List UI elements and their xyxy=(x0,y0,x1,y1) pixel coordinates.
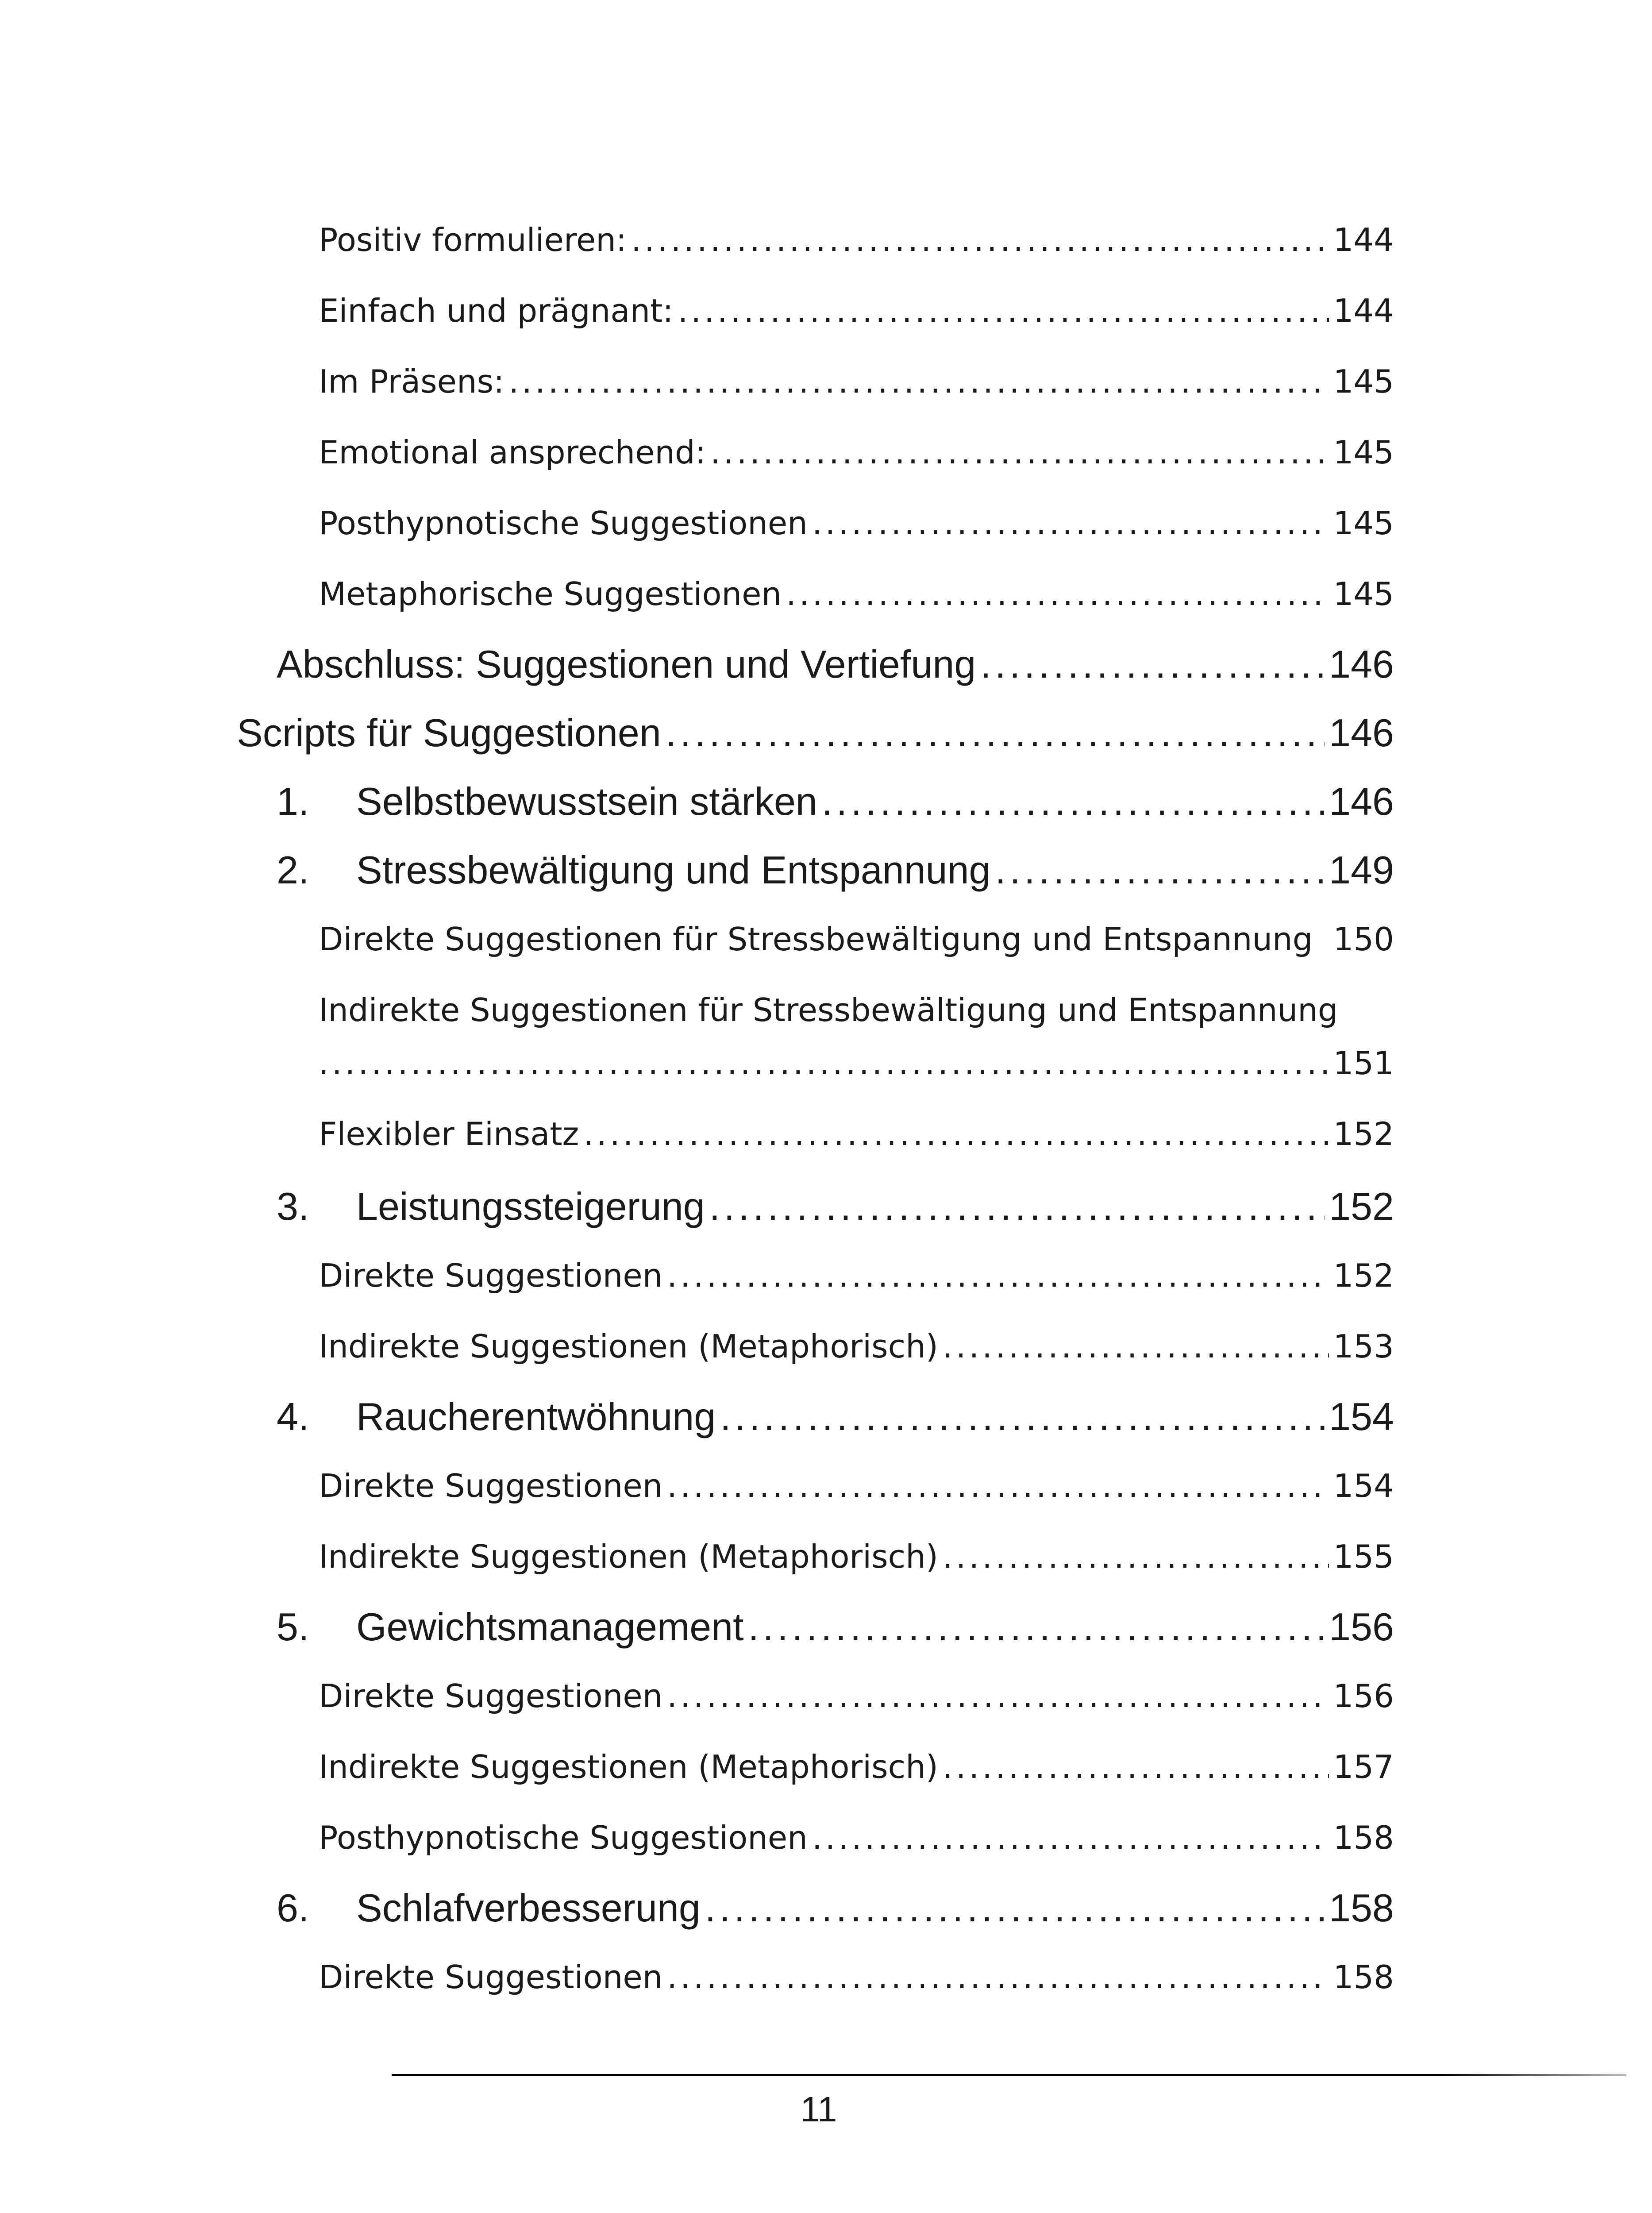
toc-entry-title: Direkte Suggestionen xyxy=(319,1467,663,1504)
toc-entry[interactable] xyxy=(319,1538,1394,1575)
footer-divider xyxy=(392,2074,1626,2076)
toc-entry-number: 6. xyxy=(277,1886,309,1930)
dot-leader xyxy=(943,1328,1329,1365)
toc-entry-title: Indirekte Suggestionen (Metaphorisch) xyxy=(319,1748,938,1785)
toc-entry-page: 145 xyxy=(1333,575,1394,613)
dot-leader xyxy=(995,848,1325,893)
toc-entry-title: Posthypnotische Suggestionen xyxy=(319,1819,808,1856)
toc-entry-page: 151 xyxy=(1333,1045,1394,1082)
dot-leader xyxy=(705,1885,1325,1931)
toc-entry-title: Stressbewältigung und Entspannung xyxy=(356,848,991,892)
dot-leader xyxy=(812,505,1329,542)
toc-entry[interactable] xyxy=(319,221,1394,258)
toc-entry-page: 152 xyxy=(1333,1115,1394,1153)
toc-entry-continuation[interactable] xyxy=(319,1045,1394,1082)
dot-leader xyxy=(667,1257,1329,1294)
toc-entry-page: 153 xyxy=(1333,1328,1394,1365)
toc-entry-page: 158 xyxy=(1333,1819,1394,1856)
toc-entry-page: 158 xyxy=(1333,1959,1394,1996)
dot-leader xyxy=(666,710,1325,756)
toc-entry-title: Indirekte Suggestionen (Metaphorisch) xyxy=(319,1538,938,1575)
dot-leader xyxy=(943,1748,1329,1785)
dot-leader xyxy=(667,1677,1329,1715)
toc-entry-title[interactable]: Indirekte Suggestionen für Stressbewältigung und Entspannung xyxy=(319,991,1338,1029)
toc-chapter-entry[interactable] xyxy=(237,710,1394,756)
toc-entry-page: 155 xyxy=(1333,1538,1394,1575)
toc-entry-page: 156 xyxy=(1333,1677,1394,1715)
dot-leader xyxy=(678,292,1329,329)
toc-entry-title: Posthypnotische Suggestionen xyxy=(319,505,808,542)
dot-leader xyxy=(720,1394,1325,1439)
toc-entry-title: Raucherentwöhnung xyxy=(356,1395,716,1438)
dot-leader xyxy=(822,779,1325,824)
toc-entry-page: 146 xyxy=(1329,711,1394,755)
toc-entry[interactable] xyxy=(319,1959,1394,1996)
toc-entry[interactable] xyxy=(277,779,1394,824)
toc-entry[interactable] xyxy=(319,1257,1394,1294)
toc-entry[interactable] xyxy=(277,1604,1394,1650)
dot-leader xyxy=(980,642,1325,687)
toc-entry-title: Abschluss: Suggestionen und Vertiefung xyxy=(277,642,976,686)
toc-entry[interactable] xyxy=(277,1885,1394,1931)
toc-entry-page: 149 xyxy=(1329,848,1394,892)
toc-entry[interactable] xyxy=(319,921,1394,958)
toc-entry[interactable] xyxy=(319,575,1394,613)
toc-entry[interactable] xyxy=(319,1819,1394,1856)
toc-entry[interactable] xyxy=(319,1115,1394,1153)
toc-entry[interactable] xyxy=(319,1677,1394,1715)
dot-leader xyxy=(667,1959,1329,1996)
toc-entry-page: 144 xyxy=(1333,221,1394,258)
toc-entry-title: Direkte Suggestionen xyxy=(319,1257,663,1294)
toc-entry-page: 154 xyxy=(1329,1395,1394,1438)
toc-entry-page: 145 xyxy=(1333,363,1394,400)
toc-entry-page: 146 xyxy=(1329,642,1394,686)
toc-entry-title: Im Präsens: xyxy=(319,363,504,400)
toc-entry-title: Gewichtsmanagement xyxy=(356,1605,744,1649)
toc-entry-title: Scripts für Suggestionen xyxy=(237,711,661,755)
toc-entry-title: Schlafverbesserung xyxy=(356,1886,701,1930)
toc-entry-title: Indirekte Suggestionen (Metaphorisch) xyxy=(319,1328,938,1365)
toc-entry-number: 4. xyxy=(277,1395,309,1438)
toc-entry-number: 1. xyxy=(277,779,309,823)
dot-leader xyxy=(631,221,1329,258)
toc-entry-page: 158 xyxy=(1329,1886,1394,1930)
toc-entry[interactable] xyxy=(277,848,1394,893)
dot-leader xyxy=(786,575,1329,613)
toc-entry-number: 2. xyxy=(277,848,309,892)
dot-leader xyxy=(667,1467,1329,1504)
toc-entry-page: 156 xyxy=(1329,1605,1394,1649)
toc-entry-title: Positiv formulieren: xyxy=(319,221,627,258)
toc-entry[interactable] xyxy=(319,505,1394,542)
toc-entry-page: 154 xyxy=(1333,1467,1394,1504)
toc-entry[interactable] xyxy=(319,363,1394,400)
toc-entry[interactable] xyxy=(319,434,1394,471)
dot-leader xyxy=(812,1819,1329,1856)
dot-leader xyxy=(508,363,1329,400)
toc-entry[interactable] xyxy=(319,292,1394,329)
toc-entry[interactable] xyxy=(277,1394,1394,1439)
dot-leader xyxy=(710,434,1329,471)
toc-entry-page: 157 xyxy=(1333,1748,1394,1785)
toc-entry[interactable] xyxy=(277,1184,1394,1229)
toc-entry[interactable] xyxy=(319,1328,1394,1365)
dot-leader xyxy=(748,1604,1325,1650)
dot-leader xyxy=(1321,921,1324,958)
toc-entry-title: Emotional ansprechend: xyxy=(319,434,706,471)
toc-entry-page: 144 xyxy=(1333,292,1394,329)
toc-entry-title: Direkte Suggestionen xyxy=(319,1959,663,1996)
toc-entry[interactable] xyxy=(319,1748,1394,1785)
toc-entry-number: 5. xyxy=(277,1605,309,1649)
dot-leader xyxy=(943,1538,1329,1575)
toc-entry-title: Direkte Suggestionen für Stressbewältigung und Entspannung xyxy=(319,921,1313,958)
toc-entry-title: Direkte Suggestionen xyxy=(319,1677,663,1715)
toc-entry-number: 3. xyxy=(277,1184,309,1228)
dot-leader xyxy=(583,1115,1329,1153)
toc-entry-title: Leistungssteigerung xyxy=(356,1184,705,1228)
toc-entry-title: Einfach und prägnant: xyxy=(319,292,674,329)
toc-entry-page: 152 xyxy=(1333,1257,1394,1294)
toc-entry-page: 152 xyxy=(1329,1184,1394,1228)
toc-entry[interactable] xyxy=(277,642,1394,687)
toc-entry-title: Selbstbewusstsein stärken xyxy=(356,779,817,823)
toc-entry-page: 145 xyxy=(1333,505,1394,542)
toc-entry-page: 146 xyxy=(1329,779,1394,823)
toc-entry[interactable] xyxy=(319,1467,1394,1504)
dot-leader xyxy=(319,1045,1329,1082)
dot-leader xyxy=(709,1184,1325,1229)
toc-entry-page: 150 xyxy=(1333,921,1394,958)
page-number: 11 xyxy=(800,2090,837,2129)
toc-entry-title: Flexibler Einsatz xyxy=(319,1115,579,1153)
toc-entry-title: Metaphorische Suggestionen xyxy=(319,575,782,613)
toc-entry-page: 145 xyxy=(1333,434,1394,471)
